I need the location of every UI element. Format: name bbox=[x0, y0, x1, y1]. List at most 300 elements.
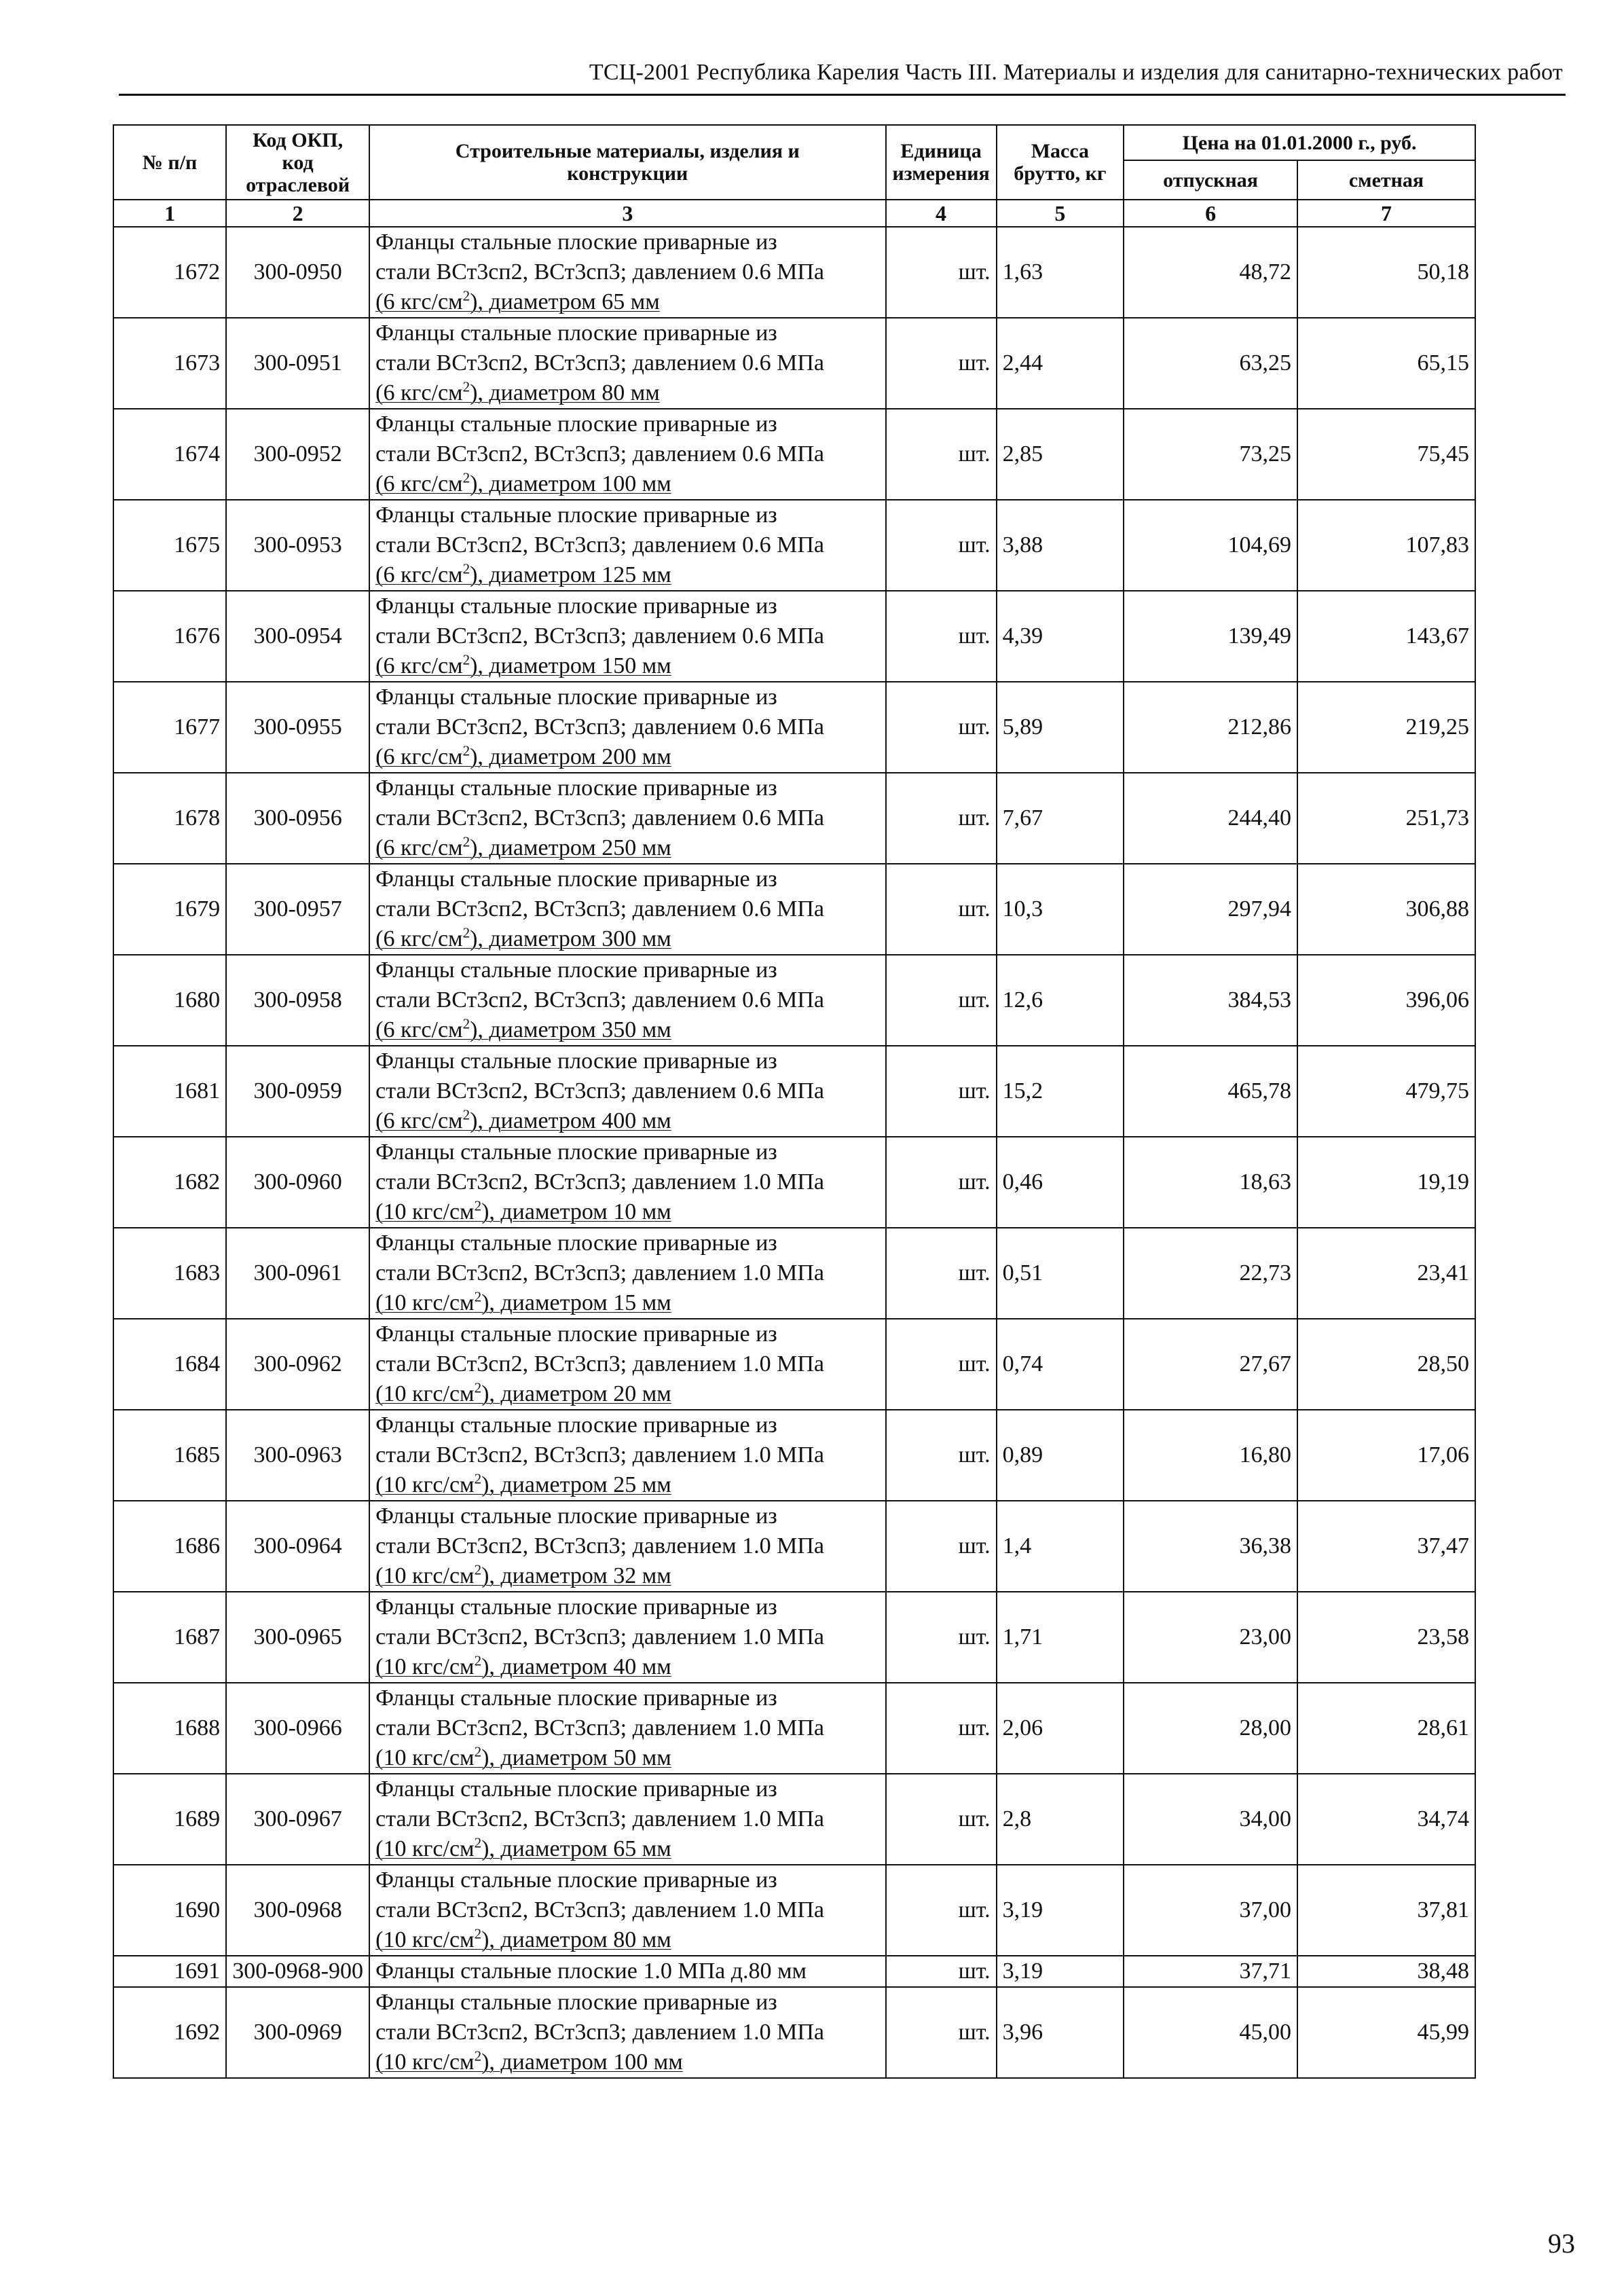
estimate-price: 37,81 bbox=[1297, 1865, 1475, 1956]
release-price: 45,00 bbox=[1124, 1987, 1297, 2078]
unit: шт. bbox=[886, 591, 997, 682]
release-price: 28,00 bbox=[1124, 1683, 1297, 1774]
item-description-line bbox=[375, 833, 879, 863]
row-number: 1683 bbox=[113, 1228, 226, 1319]
column-number: 3 bbox=[369, 200, 885, 227]
okp-code: 300-0959 bbox=[226, 1046, 369, 1137]
estimate-price: 23,58 bbox=[1297, 1592, 1475, 1683]
unit: шт. bbox=[886, 1956, 997, 1987]
item-description-line bbox=[375, 1379, 879, 1409]
row-number: 1690 bbox=[113, 1865, 226, 1956]
unit: шт. bbox=[886, 1228, 997, 1319]
item-description-line bbox=[375, 1470, 879, 1500]
unit: шт. bbox=[886, 227, 997, 318]
table-row bbox=[113, 1865, 1475, 1956]
pressure-unit-text: (6 кгс/см bbox=[375, 1108, 463, 1133]
unit: шт. bbox=[886, 318, 997, 409]
superscript: 2 bbox=[462, 1015, 470, 1032]
pressure-unit-text: (10 кгс/см bbox=[375, 1381, 475, 1406]
column-number: 1 bbox=[113, 200, 226, 227]
pressure-unit-text: (10 кгс/см bbox=[375, 1745, 475, 1770]
column-number: 5 bbox=[997, 200, 1124, 227]
item-description-line: Фланцы стальные плоские приварные из bbox=[375, 1231, 777, 1256]
okp-code: 300-0956 bbox=[226, 773, 369, 864]
item-description-line bbox=[375, 2047, 879, 2077]
pressure-unit-text: (10 кгс/см bbox=[375, 1654, 475, 1679]
okp-code: 300-0969 bbox=[226, 1987, 369, 2078]
col-header-code-line2: код bbox=[282, 151, 314, 174]
col-header-price-release: отпускная bbox=[1124, 160, 1297, 200]
item-description bbox=[369, 1592, 885, 1683]
mass: 1,4 bbox=[997, 1501, 1124, 1592]
col-header-name bbox=[369, 125, 885, 200]
superscript: 2 bbox=[462, 469, 470, 486]
item-description-line: стали ВСт3сп2, ВСт3сп3; давлением 0.6 МПа bbox=[375, 441, 825, 467]
diameter-text: ), диаметром 32 мм bbox=[481, 1563, 671, 1588]
estimate-price: 75,45 bbox=[1297, 409, 1475, 500]
item-description bbox=[369, 318, 885, 409]
item-description-line: стали ВСт3сп2, ВСт3сп3; давлением 0.6 МПа bbox=[375, 714, 825, 740]
mass: 2,85 bbox=[997, 409, 1124, 500]
item-description-line bbox=[375, 924, 879, 954]
okp-code: 300-0954 bbox=[226, 591, 369, 682]
okp-code: 300-0966 bbox=[226, 1683, 369, 1774]
unit: шт. bbox=[886, 1987, 997, 2078]
unit: шт. bbox=[886, 1865, 997, 1956]
col-header-unit-line2: измерения bbox=[892, 162, 990, 185]
release-price: 244,40 bbox=[1124, 773, 1297, 864]
pressure-unit-text: (6 кгс/см bbox=[375, 562, 463, 587]
unit: шт. bbox=[886, 682, 997, 773]
mass: 10,3 bbox=[997, 864, 1124, 955]
item-description-line: Фланцы стальные плоские приварные из bbox=[375, 1685, 777, 1711]
row-number: 1687 bbox=[113, 1592, 226, 1683]
item-description-line: стали ВСт3сп2, ВСт3сп3; давлением 0.6 МПа bbox=[375, 896, 825, 922]
release-price: 34,00 bbox=[1124, 1774, 1297, 1865]
superscript: 2 bbox=[474, 1379, 482, 1396]
item-description-line bbox=[375, 1015, 879, 1045]
item-description-line: стали ВСт3сп2, ВСт3сп3; давлением 1.0 МПа bbox=[375, 1897, 825, 1923]
row-number: 1680 bbox=[113, 955, 226, 1046]
release-price: 16,80 bbox=[1124, 1410, 1297, 1501]
col-header-code bbox=[226, 125, 369, 200]
row-number: 1692 bbox=[113, 1987, 226, 2078]
okp-code: 300-0950 bbox=[226, 227, 369, 318]
table-row bbox=[113, 1137, 1475, 1228]
table-row bbox=[113, 500, 1475, 591]
estimate-price: 17,06 bbox=[1297, 1410, 1475, 1501]
item-description-line: Фланцы стальные плоские приварные из bbox=[375, 1504, 777, 1529]
item-description bbox=[369, 591, 885, 682]
superscript: 2 bbox=[474, 1470, 482, 1487]
item-description-line bbox=[375, 560, 879, 590]
unit: шт. bbox=[886, 1592, 997, 1683]
estimate-price: 23,41 bbox=[1297, 1228, 1475, 1319]
okp-code: 300-0963 bbox=[226, 1410, 369, 1501]
item-description bbox=[369, 1987, 885, 2078]
mass: 4,39 bbox=[997, 591, 1124, 682]
col-header-price-estimate: сметная bbox=[1297, 160, 1475, 200]
item-description-line: стали ВСт3сп2, ВСт3сп3; давлением 0.6 МПа bbox=[375, 987, 825, 1013]
diameter-text: ), диаметром 80 мм bbox=[481, 1927, 671, 1952]
diameter-text: ), диаметром 200 мм bbox=[470, 744, 671, 769]
estimate-price: 107,83 bbox=[1297, 500, 1475, 591]
unit: шт. bbox=[886, 1683, 997, 1774]
item-description-line: Фланцы стальные плоские приварные из bbox=[375, 776, 777, 801]
table-row bbox=[113, 1683, 1475, 1774]
item-description-line: Фланцы стальные плоские приварные из bbox=[375, 685, 777, 710]
mass: 0,46 bbox=[997, 1137, 1124, 1228]
item-description-line bbox=[375, 378, 879, 408]
pressure-unit-text: (10 кгс/см bbox=[375, 1290, 475, 1315]
superscript: 2 bbox=[462, 833, 470, 850]
column-number-row bbox=[113, 200, 1475, 227]
mass: 1,71 bbox=[997, 1592, 1124, 1683]
mass: 2,06 bbox=[997, 1683, 1124, 1774]
table-row bbox=[113, 409, 1475, 500]
okp-code: 300-0962 bbox=[226, 1319, 369, 1410]
col-header-name-line2: конструкции bbox=[567, 162, 688, 185]
superscript: 2 bbox=[474, 1743, 482, 1760]
table-row bbox=[113, 1410, 1475, 1501]
item-description-line: стали ВСт3сп2, ВСт3сп3; давлением 1.0 МПа bbox=[375, 1533, 825, 1559]
table-row bbox=[113, 318, 1475, 409]
release-price: 37,71 bbox=[1124, 1956, 1297, 1987]
item-description-line: Фланцы стальные плоские приварные из bbox=[375, 594, 777, 619]
item-description-line: Фланцы стальные плоские 1.0 МПа д.80 мм bbox=[375, 1958, 807, 1984]
col-header-mass bbox=[997, 125, 1124, 200]
release-price: 36,38 bbox=[1124, 1501, 1297, 1592]
row-number: 1689 bbox=[113, 1774, 226, 1865]
okp-code: 300-0967 bbox=[226, 1774, 369, 1865]
superscript: 2 bbox=[462, 378, 470, 395]
diameter-text: ), диаметром 100 мм bbox=[481, 2049, 683, 2075]
item-description-line: стали ВСт3сп2, ВСт3сп3; давлением 1.0 МПа bbox=[375, 1260, 825, 1286]
col-header-code-line1: Код ОКП, bbox=[253, 128, 344, 151]
item-description-line bbox=[375, 1197, 879, 1227]
row-number: 1673 bbox=[113, 318, 226, 409]
diameter-text: ), диаметром 50 мм bbox=[481, 1745, 671, 1770]
mass: 12,6 bbox=[997, 955, 1124, 1046]
unit: шт. bbox=[886, 409, 997, 500]
item-description bbox=[369, 1319, 885, 1410]
okp-code: 300-0965 bbox=[226, 1592, 369, 1683]
mass: 3,19 bbox=[997, 1956, 1124, 1987]
okp-code: 300-0961 bbox=[226, 1228, 369, 1319]
item-description-line bbox=[375, 1561, 879, 1591]
mass: 3,19 bbox=[997, 1865, 1124, 1956]
row-number: 1681 bbox=[113, 1046, 226, 1137]
item-description-line: стали ВСт3сп2, ВСт3сп3; давлением 0.6 МПа bbox=[375, 532, 825, 558]
release-price: 27,67 bbox=[1124, 1319, 1297, 1410]
release-price: 63,25 bbox=[1124, 318, 1297, 409]
okp-code: 300-0951 bbox=[226, 318, 369, 409]
pressure-unit-text: (6 кгс/см bbox=[375, 744, 463, 769]
diameter-text: ), диаметром 300 мм bbox=[470, 926, 671, 951]
superscript: 2 bbox=[474, 1561, 482, 1578]
item-description-line bbox=[375, 1743, 879, 1773]
estimate-price: 396,06 bbox=[1297, 955, 1475, 1046]
release-price: 465,78 bbox=[1124, 1046, 1297, 1137]
row-number: 1688 bbox=[113, 1683, 226, 1774]
row-number: 1679 bbox=[113, 864, 226, 955]
item-description-line: Фланцы стальные плоские приварные из bbox=[375, 1413, 777, 1438]
table-row bbox=[113, 1956, 1475, 1987]
diameter-text: ), диаметром 15 мм bbox=[481, 1290, 671, 1315]
mass: 3,88 bbox=[997, 500, 1124, 591]
unit: шт. bbox=[886, 500, 997, 591]
estimate-price: 28,61 bbox=[1297, 1683, 1475, 1774]
column-number: 4 bbox=[886, 200, 997, 227]
item-description bbox=[369, 1228, 885, 1319]
item-description-line bbox=[375, 1288, 879, 1318]
okp-code: 300-0960 bbox=[226, 1137, 369, 1228]
item-description-line bbox=[375, 1106, 879, 1136]
pressure-unit-text: (6 кгс/см bbox=[375, 1017, 463, 1042]
item-description bbox=[369, 1137, 885, 1228]
pressure-unit-text: (6 кгс/см bbox=[375, 653, 463, 678]
superscript: 2 bbox=[474, 1834, 482, 1851]
item-description-line bbox=[375, 287, 879, 317]
item-description-line bbox=[375, 1925, 879, 1955]
item-description-line: Фланцы стальные плоские приварные из bbox=[375, 1140, 777, 1165]
row-number: 1676 bbox=[113, 591, 226, 682]
item-description-line: стали ВСт3сп2, ВСт3сп3; давлением 1.0 МПа bbox=[375, 1442, 825, 1468]
table-row bbox=[113, 1046, 1475, 1137]
estimate-price: 306,88 bbox=[1297, 864, 1475, 955]
superscript: 2 bbox=[474, 2047, 482, 2064]
item-description-line bbox=[375, 651, 879, 681]
release-price: 384,53 bbox=[1124, 955, 1297, 1046]
okp-code: 300-0952 bbox=[226, 409, 369, 500]
estimate-price: 45,99 bbox=[1297, 1987, 1475, 2078]
table-row bbox=[113, 1319, 1475, 1410]
item-description-line: Фланцы стальные плоские приварные из bbox=[375, 958, 777, 983]
diameter-text: ), диаметром 10 мм bbox=[481, 1199, 671, 1224]
item-description-line: Фланцы стальные плоские приварные из bbox=[375, 867, 777, 892]
column-number: 6 bbox=[1124, 200, 1297, 227]
column-number: 2 bbox=[226, 200, 369, 227]
table-row bbox=[113, 864, 1475, 955]
table-row bbox=[113, 1501, 1475, 1592]
release-price: 22,73 bbox=[1124, 1228, 1297, 1319]
superscript: 2 bbox=[462, 560, 470, 577]
unit: шт. bbox=[886, 1319, 997, 1410]
superscript: 2 bbox=[462, 651, 470, 668]
price-table bbox=[113, 124, 1476, 2079]
unit: шт. bbox=[886, 1774, 997, 1865]
table-row bbox=[113, 1774, 1475, 1865]
table-row bbox=[113, 227, 1475, 318]
estimate-price: 143,67 bbox=[1297, 591, 1475, 682]
item-description bbox=[369, 773, 885, 864]
item-description-line: стали ВСт3сп2, ВСт3сп3; давлением 1.0 МПа bbox=[375, 1806, 825, 1832]
item-description-line: стали ВСт3сп2, ВСт3сп3; давлением 1.0 МПа bbox=[375, 1715, 825, 1741]
diameter-text: ), диаметром 65 мм bbox=[470, 289, 660, 314]
release-price: 23,00 bbox=[1124, 1592, 1297, 1683]
unit: шт. bbox=[886, 864, 997, 955]
estimate-price: 19,19 bbox=[1297, 1137, 1475, 1228]
release-price: 73,25 bbox=[1124, 409, 1297, 500]
unit: шт. bbox=[886, 1501, 997, 1592]
pressure-unit-text: (6 кгс/см bbox=[375, 926, 463, 951]
row-number: 1675 bbox=[113, 500, 226, 591]
diameter-text: ), диаметром 250 мм bbox=[470, 835, 671, 860]
okp-code: 300-0964 bbox=[226, 1501, 369, 1592]
row-number: 1686 bbox=[113, 1501, 226, 1592]
pressure-unit-text: (10 кгс/см bbox=[375, 1836, 475, 1861]
item-description bbox=[369, 864, 885, 955]
estimate-price: 38,48 bbox=[1297, 1956, 1475, 1987]
item-description-line: Фланцы стальные плоские приварные из bbox=[375, 321, 777, 346]
item-description-line: Фланцы стальные плоские приварные из bbox=[375, 1867, 777, 1893]
pressure-unit-text: (10 кгс/см bbox=[375, 2049, 475, 2075]
release-price: 297,94 bbox=[1124, 864, 1297, 955]
superscript: 2 bbox=[462, 924, 470, 941]
row-number: 1677 bbox=[113, 682, 226, 773]
release-price: 104,69 bbox=[1124, 500, 1297, 591]
item-description-line: стали ВСт3сп2, ВСт3сп3; давлением 1.0 МПа bbox=[375, 2020, 825, 2045]
col-header-unit bbox=[886, 125, 997, 200]
pressure-unit-text: (6 кгс/см bbox=[375, 471, 463, 496]
item-description bbox=[369, 409, 885, 500]
item-description bbox=[369, 1683, 885, 1774]
item-description-line: стали ВСт3сп2, ВСт3сп3; давлением 1.0 МПа bbox=[375, 1351, 825, 1377]
col-header-price-group: Цена на 01.01.2000 г., руб. bbox=[1124, 125, 1475, 160]
unit: шт. bbox=[886, 1046, 997, 1137]
estimate-price: 219,25 bbox=[1297, 682, 1475, 773]
col-header-name-line1: Строительные материалы, изделия и bbox=[455, 140, 800, 162]
mass: 0,51 bbox=[997, 1228, 1124, 1319]
item-description bbox=[369, 1774, 885, 1865]
col-header-code-line3: отраслевой bbox=[246, 173, 350, 196]
page-number: 93 bbox=[1548, 2228, 1575, 2259]
pressure-unit-text: (6 кгс/см bbox=[375, 380, 463, 405]
diameter-text: ), диаметром 20 мм bbox=[481, 1381, 671, 1406]
mass: 2,44 bbox=[997, 318, 1124, 409]
item-description bbox=[369, 1046, 885, 1137]
superscript: 2 bbox=[474, 1925, 482, 1942]
estimate-price: 28,50 bbox=[1297, 1319, 1475, 1410]
item-description-line: стали ВСт3сп2, ВСт3сп3; давлением 0.6 МПа bbox=[375, 1078, 825, 1104]
diameter-text: ), диаметром 150 мм bbox=[470, 653, 671, 678]
table-row bbox=[113, 591, 1475, 682]
release-price: 212,86 bbox=[1124, 682, 1297, 773]
item-description-line: стали ВСт3сп2, ВСт3сп3; давлением 0.6 МПа bbox=[375, 623, 825, 649]
release-price: 48,72 bbox=[1124, 227, 1297, 318]
item-description-line: Фланцы стальные плоские приварные из bbox=[375, 1776, 777, 1802]
unit: шт. bbox=[886, 773, 997, 864]
item-description-line: Фланцы стальные плоские приварные из bbox=[375, 412, 777, 437]
okp-code: 300-0957 bbox=[226, 864, 369, 955]
estimate-price: 34,74 bbox=[1297, 1774, 1475, 1865]
item-description bbox=[369, 682, 885, 773]
col-header-unit-line1: Единица bbox=[900, 140, 982, 162]
item-description-line: Фланцы стальные плоские приварные из bbox=[375, 230, 777, 255]
okp-code: 300-0958 bbox=[226, 955, 369, 1046]
okp-code: 300-0968 bbox=[226, 1865, 369, 1956]
mass: 1,63 bbox=[997, 227, 1124, 318]
item-description-line: стали ВСт3сп2, ВСт3сп3; давлением 0.6 МПа bbox=[375, 805, 825, 831]
mass: 7,67 bbox=[997, 773, 1124, 864]
diameter-text: ), диаметром 350 мм bbox=[470, 1017, 671, 1042]
table-row bbox=[113, 1987, 1475, 2078]
superscript: 2 bbox=[474, 1652, 482, 1669]
row-number: 1672 bbox=[113, 227, 226, 318]
release-price: 139,49 bbox=[1124, 591, 1297, 682]
diameter-text: ), диаметром 100 мм bbox=[470, 471, 671, 496]
unit: шт. bbox=[886, 1410, 997, 1501]
item-description bbox=[369, 1410, 885, 1501]
unit: шт. bbox=[886, 1137, 997, 1228]
item-description-line: стали ВСт3сп2, ВСт3сп3; давлением 0.6 МПа bbox=[375, 350, 825, 376]
diameter-text: ), диаметром 400 мм bbox=[470, 1108, 671, 1133]
pressure-unit-text: (6 кгс/см bbox=[375, 289, 463, 314]
okp-code: 300-0968-900 bbox=[226, 1956, 369, 1987]
diameter-text: ), диаметром 80 мм bbox=[470, 380, 660, 405]
item-description-line bbox=[375, 742, 879, 772]
item-description-line: стали ВСт3сп2, ВСт3сп3; давлением 0.6 МПа bbox=[375, 259, 825, 285]
mass: 15,2 bbox=[997, 1046, 1124, 1137]
mass: 3,96 bbox=[997, 1987, 1124, 2078]
pressure-unit-text: (10 кгс/см bbox=[375, 1199, 475, 1224]
row-number: 1678 bbox=[113, 773, 226, 864]
col-header-num: № п/п bbox=[113, 125, 226, 200]
column-number: 7 bbox=[1297, 200, 1475, 227]
unit: шт. bbox=[886, 955, 997, 1046]
diameter-text: ), диаметром 25 мм bbox=[481, 1472, 671, 1497]
estimate-price: 50,18 bbox=[1297, 227, 1475, 318]
mass: 0,89 bbox=[997, 1410, 1124, 1501]
row-number: 1685 bbox=[113, 1410, 226, 1501]
row-number: 1682 bbox=[113, 1137, 226, 1228]
pressure-unit-text: (10 кгс/см bbox=[375, 1563, 475, 1588]
pressure-unit-text: (10 кгс/см bbox=[375, 1472, 475, 1497]
diameter-text: ), диаметром 65 мм bbox=[481, 1836, 671, 1861]
item-description bbox=[369, 1501, 885, 1592]
superscript: 2 bbox=[474, 1288, 482, 1305]
running-header: ТСЦ-2001 Республика Карелия Часть III. Материалы и изделия для санитарно-технических работ bbox=[589, 60, 1563, 85]
item-description-line: Фланцы стальные плоские приварные из bbox=[375, 1990, 777, 2015]
estimate-price: 37,47 bbox=[1297, 1501, 1475, 1592]
okp-code: 300-0953 bbox=[226, 500, 369, 591]
item-description bbox=[369, 1956, 885, 1987]
superscript: 2 bbox=[462, 742, 470, 759]
okp-code: 300-0955 bbox=[226, 682, 369, 773]
mass: 2,8 bbox=[997, 1774, 1124, 1865]
release-price: 18,63 bbox=[1124, 1137, 1297, 1228]
estimate-price: 65,15 bbox=[1297, 318, 1475, 409]
mass: 5,89 bbox=[997, 682, 1124, 773]
item-description-line: стали ВСт3сп2, ВСт3сп3; давлением 1.0 МПа bbox=[375, 1169, 825, 1195]
superscript: 2 bbox=[462, 287, 470, 304]
item-description bbox=[369, 500, 885, 591]
table-row bbox=[113, 773, 1475, 864]
pressure-unit-text: (10 кгс/см bbox=[375, 1927, 475, 1952]
item-description-line: Фланцы стальные плоские приварные из bbox=[375, 1595, 777, 1620]
estimate-price: 251,73 bbox=[1297, 773, 1475, 864]
mass: 0,74 bbox=[997, 1319, 1124, 1410]
table-body bbox=[113, 227, 1475, 2078]
diameter-text: ), диаметром 40 мм bbox=[481, 1654, 671, 1679]
release-price: 37,00 bbox=[1124, 1865, 1297, 1956]
item-description-line bbox=[375, 1834, 879, 1864]
item-description bbox=[369, 955, 885, 1046]
item-description-line bbox=[375, 469, 879, 499]
table-row bbox=[113, 955, 1475, 1046]
item-description-line: Фланцы стальные плоские приварные из bbox=[375, 1322, 777, 1347]
col-header-mass-line2: брутто, кг bbox=[1014, 162, 1107, 185]
